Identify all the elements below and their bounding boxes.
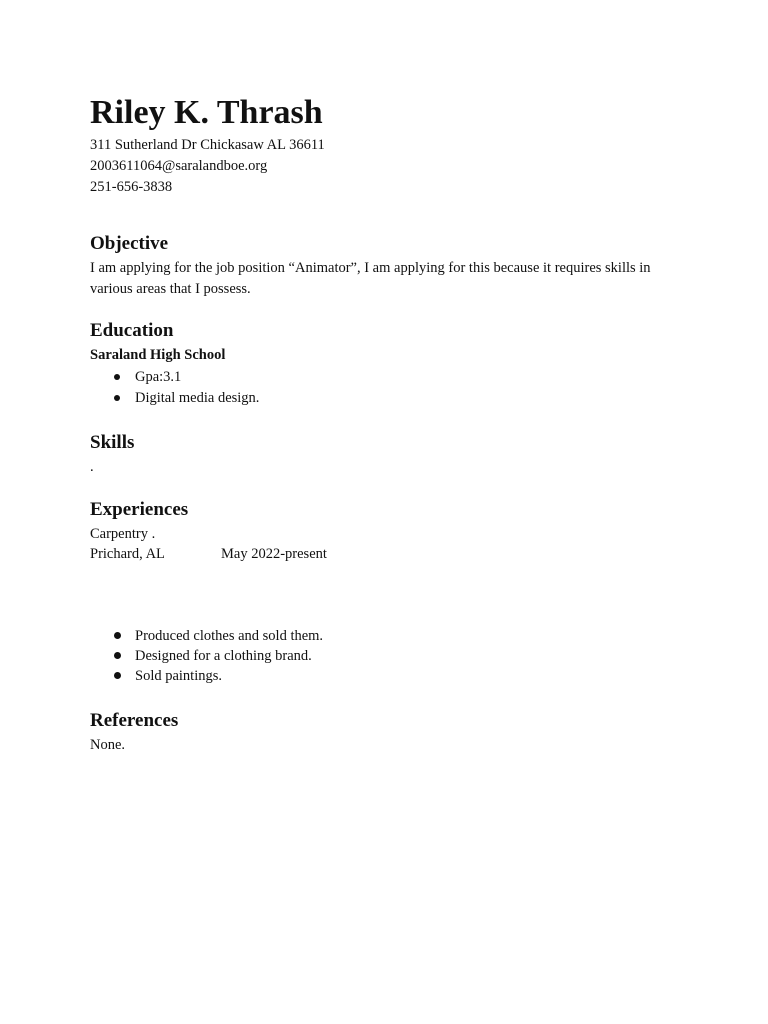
school-name: Saraland High School: [90, 347, 226, 363]
email-line: 2003611064@saralandboe.org: [90, 158, 268, 174]
resume-name: Riley K. Thrash: [90, 94, 323, 131]
skills-heading: Skills: [90, 432, 135, 453]
education-heading: Education: [90, 320, 174, 341]
experience-dates: May 2022-present: [221, 546, 327, 562]
references-heading: References: [90, 710, 179, 731]
bullet-icon: [114, 374, 120, 380]
bullet-icon: [114, 395, 120, 401]
experience-item: Designed for a clothing brand.: [135, 648, 312, 664]
education-item-course: Digital media design.: [135, 390, 260, 406]
bullet-icon: [114, 632, 121, 639]
experiences-heading: Experiences: [90, 499, 189, 520]
phone-line: 251-656-3838: [90, 179, 173, 195]
objective-text: I am applying for the job position “Animator”, I am applying for this because it requires skills in various areas that I possess.: [90, 260, 651, 297]
education-item-gpa: Gpa:3.1: [135, 369, 182, 385]
experience-item: Produced clothes and sold them.: [135, 628, 324, 644]
bullet-icon: [114, 672, 121, 679]
experience-item: Sold paintings.: [135, 668, 223, 684]
experience-location: Prichard, AL: [90, 546, 165, 562]
skills-text: .: [90, 459, 94, 475]
bullet-icon: [114, 652, 121, 659]
address-line: 311 Sutherland Dr Chickasaw AL 36611: [90, 137, 325, 153]
objective-heading: Objective: [90, 233, 169, 254]
references-text: None.: [90, 737, 126, 753]
experience-role: Carpentry .: [90, 526, 156, 542]
